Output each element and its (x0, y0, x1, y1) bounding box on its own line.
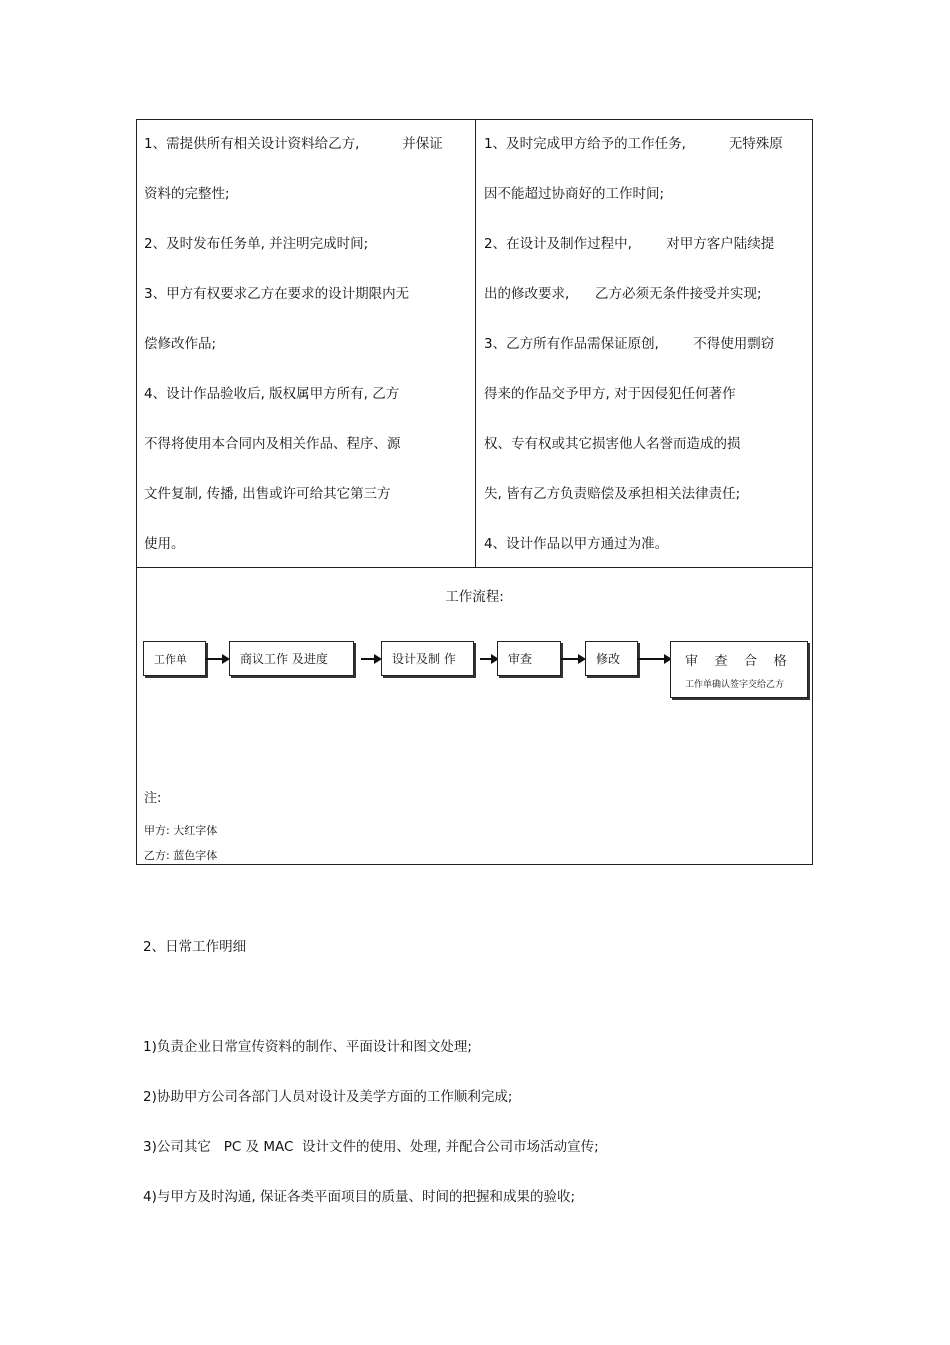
column-divider (475, 120, 476, 567)
duty-item: 4)与甲方及时沟通, 保证各类平面项目的质量、时间的把握和成果的验收; (143, 1189, 575, 1205)
note-label: 注: (144, 791, 162, 806)
duty-item: 2)协助甲方公司各部门人员对设计及美学方面的工作顺利完成; (143, 1089, 513, 1105)
responsibility-table (136, 119, 813, 865)
party-b-line: 1、及时完成甲方给予的工作任务, 无特殊原 (484, 136, 783, 152)
flow-step-review (497, 641, 561, 676)
party-b-line: 得来的作品交予甲方, 对于因侵犯任何著作 (484, 386, 736, 402)
party-a-line: 不得将使用本合同内及相关作品、程序、源 (144, 436, 401, 452)
party-b-line: 失, 皆有乙方负责赔偿及承担相关法律责任; (484, 486, 741, 502)
flow-step-label: 商议工作 及进度 (240, 652, 328, 666)
flow-arrow (638, 658, 670, 660)
flow-arrow (206, 658, 228, 660)
party-a-line: 2、及时发布任务单, 并注明完成时间; (144, 236, 369, 252)
party-b-line: 4、设计作品以甲方通过为准。 (484, 536, 669, 552)
party-a-line: 文件复制, 传播, 出售或许可给其它第三方 (144, 486, 391, 502)
party-b-line: 因不能超过协商好的工作时间; (484, 186, 665, 202)
flow-step-label: 审 查 合 格 (685, 653, 787, 669)
flow-step-negotiate (229, 641, 354, 676)
flow-arrow (561, 658, 584, 660)
party-a-line: 3、甲方有权要求乙方在要求的设计期限内无 (144, 286, 410, 302)
party-b-line: 出的修改要求, 乙方必须无条件接受并实现; (484, 286, 762, 302)
workflow-title: 工作流程: (445, 589, 504, 605)
flow-step-label: 工作单 (154, 652, 187, 666)
flow-step-design (381, 641, 474, 676)
party-a-line: 使用。 (144, 536, 185, 552)
flow-step-label: 修改 (596, 652, 621, 666)
flow-step-work-order (143, 641, 206, 676)
flow-step-label: 设计及制 作 (392, 652, 456, 666)
party-b-line: 权、专有权或其它损害他人名誉而造成的损 (484, 436, 741, 452)
party-a-line: 偿修改作品; (144, 336, 217, 352)
party-b-line: 2、在设计及制作过程中, 对甲方客户陆续提 (484, 236, 775, 252)
party-b-line: 3、乙方所有作品需保证原创, 不得使用剽窃 (484, 336, 775, 352)
section-heading: 2、日常工作明细 (143, 939, 247, 955)
note-party-a: 甲方: 大红字体 (144, 824, 218, 837)
flow-step-label: 审查 (508, 652, 533, 666)
flow-step-approved (670, 641, 808, 698)
flow-arrow (361, 658, 380, 660)
party-a-line: 4、设计作品验收后, 版权属甲方所有, 乙方 (144, 386, 400, 402)
party-a-line: 资料的完整性; (144, 186, 230, 202)
flow-arrow (480, 658, 497, 660)
flow-step-revise (585, 641, 638, 676)
duty-item: 3)公司其它 PC 及 MAC 设计文件的使用、处理, 并配合公司市场活动宣传; (143, 1139, 599, 1155)
row-divider (137, 567, 812, 568)
duty-item: 1)负责企业日常宣传资料的制作、平面设计和图文处理; (143, 1039, 472, 1055)
note-party-b: 乙方: 蓝色字体 (144, 849, 218, 862)
party-a-line: 1、需提供所有相关设计资料给乙方, 并保证 (144, 136, 443, 152)
flow-final-note: 工作单确认签字交给乙方 (685, 679, 785, 690)
